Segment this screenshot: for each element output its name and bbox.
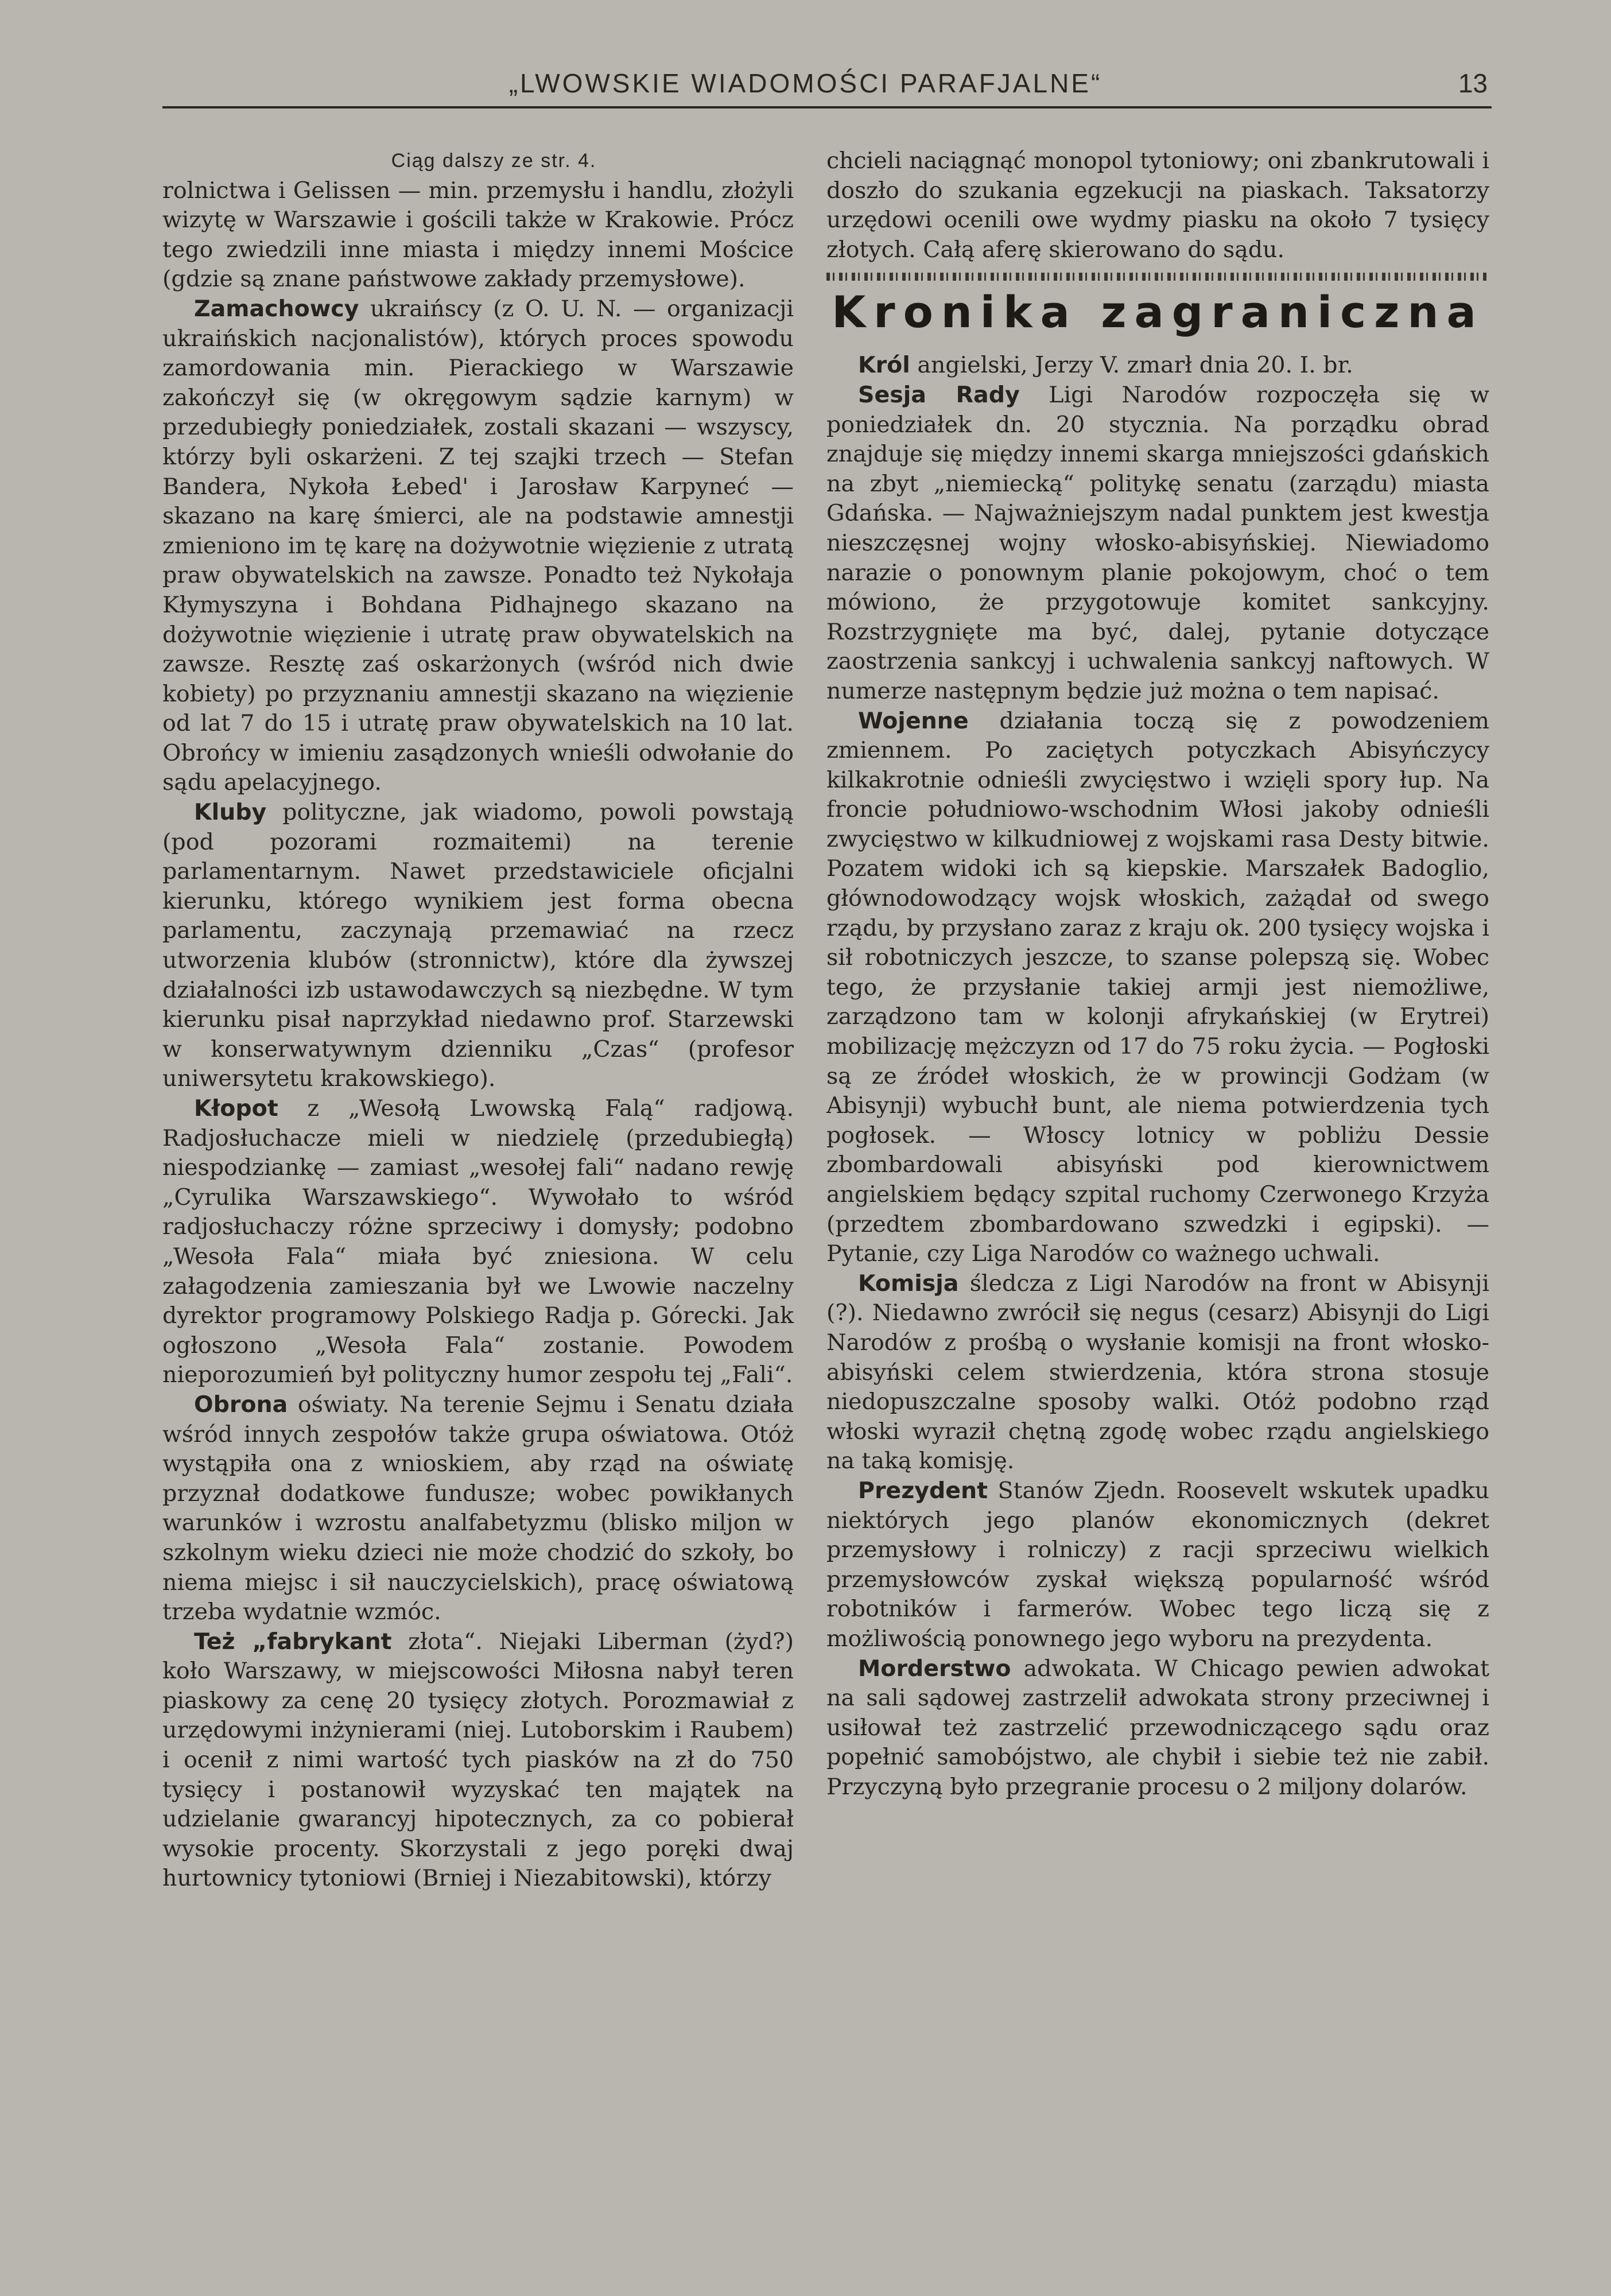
lead-word: Sesja Rady [858, 381, 1020, 408]
lead-word: Obrona [194, 1391, 288, 1418]
lead-word: Wojenne [858, 707, 969, 734]
header-rule [162, 106, 1492, 108]
lead-word: Kluby [194, 799, 267, 826]
paragraph-continued [162, 176, 794, 294]
article-fabrykant [162, 1627, 794, 1894]
paragraph-continued [826, 146, 1489, 265]
paragraph-text: chcieli naciągnąć monopol tytoniowy; oni zbankrutowali i doszło do szukania egzekucji na piaskach. Taksatorzy urzędowi ocenili owe wydmy piasku na około 7 tysięcy złotych. Całą aferę skierowano do sądu. [826, 148, 1489, 263]
article-kluby [162, 798, 794, 1094]
paragraph-text: angielski, Jerzy V. zmarł dnia 20. I. br. [910, 352, 1353, 379]
article-obrona [162, 1390, 794, 1627]
article-komisja [826, 1269, 1489, 1476]
paragraph-text: rolnictwa i Gelissen — min. przemysłu i handlu, złożyli wizytę w Warszawie i gościli także w Krakowie. Prócz tego zwiedzili inne miasta i między innemi Mościce (gdzie są znane państwowe zakłady przemysłowe). [162, 177, 794, 293]
lead-word: Komisja [858, 1270, 959, 1297]
paragraph-text: działania toczą się z powodzeniem zmiennem. Po zaciętych potyczkach Abisyńczycy kilkakrotnie odnieśli zwycięstwo i wzięli spory łup. Na froncie południowo-wschodnim Włosi jakoby odnieśli zwycięstwo w kilkudniowej z wojskami rasa Desty bitwie. Pozatem widoki ich są kiepskie. Marszałek Badoglio, głównodowodzący wojsk włoskich, zażądał od swego rządu, by przysłano zaraz z kraju ok. 200 tysięcy wojska i sił robotniczych jeszcze, to szanse polepszą się. Wobec tego, że przysłanie takiej armji jest niemożliwe, zarządzono tam w kolonji afrykańskiej (w Erytrei) mobilizację mężczyzn od 17 do 75 roku życia. — Pogłoski są ze źródeł włoskich, że w prowincji Godżam (w Abisynji) wybuchł bunt, ale niema potwierdzenia tych pogłosek. — Włoscy lotnicy w pobliżu Dessie zbombardowali abisyński pod kierownictwem angielskiem będący szpital ruchomy Czerwonego Krzyża (przedtem zbombardowano szwedzki i egipski). — Pytanie, czy Liga Narodów co ważnego uchwali. [826, 707, 1489, 1267]
article-klopot [162, 1094, 794, 1390]
article-sesja-rady [826, 381, 1489, 707]
paragraph-text: Stanów Zjedn. Roosevelt wskutek upadku niektórych jego planów ekonomicznych (dekret przemysłowy i rolniczy) z racji sprzeciwu wielkich przemysłowców zyskał większą popularność wśród robotników i farmerów. Wobec tego liczą się z możliwością ponownego jego wyboru na prezydenta. [826, 1477, 1489, 1652]
paragraph-text: z „Wesołą Lwowską Falą“ radjową. Radjosłuchacze mieli w niedzielę (przedubiegłą) niespodziankę — zamiast „wesołej fali“ nadano rewję „Cyrulika Warszawskiego“. Wywołało to wśród radjosłuchaczy różne sprzeciwy i domysły; podobno „Wesoła Fala“ miała być zniesiona. W celu załagodzenia zamieszania był we Lwowie naczelny dyrektor programowy Polskiego Radja p. Górecki. Jak ogłoszono „Wesoła Fala“ zostanie. Powodem nieporozumień był polityczny humor zespołu tej „Fali“. [162, 1095, 794, 1389]
paragraph-text: złota“. Niejaki Liberman (żyd?) koło Warszawy, w miejscowości Miłosna nabył teren piaskowy za cenę 20 tysięcy złotych. Porozmawiał z urzędowymi inżynierami (niej. Lutoborskim i Raubem) i ocenił z nimi wartość tych piasków na zł do 750 tysięcy i postanowił wyzyskać ten majątek na udzielanie gwarancyj hipotecznych, za co pobierał wysokie procenty. Skorzystali z jego poręki dwaj hurtownicy tytoniowi (Brniej i Niezabitowski), którzy [162, 1628, 794, 1892]
paragraph-text: ukraińscy (z O. U. N. — organizacji ukraińskich nacjonalistów), których proces spowodu zamordowania min. Pierackiego w Warszawie zakończył się (w okręgowym sądzie karnym) w przedubiegły poniedziałek, zostali skazani — wszyscy, którzy byli oskarżeni. Z tej szajki trzech — Stefan Bandera, Nykoła Łebed' i Jarosław Karpyneć — skazano na karę śmierci, ale na podstawie amnestji zmieniono im tę karę na dożywotnie więzienie z utratą praw obywatelskich na zawsze. Ponadto też Nykołaja Kłymyszyna i Bohdana Pidhajnego skazano na dożywotnie więzienie i utratę praw obywatelskich na zawsze. Resztę zaś oskarżonych (wśród nich dwie kobiety) po przyznaniu amnestji skazano na więzienie od lat 7 do 15 i utratę praw obywatelskich na 10 lat. Obrońcy w imieniu zasądzonych wnieśli odwołanie do sądu apelacyjnego. [162, 295, 794, 796]
lead-word: Morderstwo [858, 1655, 1011, 1682]
lead-word: Król [858, 352, 910, 379]
article-prezydent [826, 1476, 1489, 1654]
article-morderstwo [826, 1654, 1489, 1802]
article-zamachowcy [162, 294, 794, 798]
paragraph-text: oświaty. Na terenie Sejmu i Senatu działa wśród innych zespołów także grupa oświatowa. Otóż wystąpiła ona z wnioskiem, aby rząd na oświatę przyznał dodatkowe fundusze; wobec powikłanych warunków i wzrostu analfabetyzmu (blisko miljon w szkolnym wieku dzieci nie może chodzić do szkoły, bo niema miejsc i sił nauczycielskich), pracę oświatową trzeba wydatnie wzmóc. [162, 1391, 794, 1626]
paragraph-text: polityczne, jak wiadomo, powoli powstają (pod pozorami rozmaitemi) na terenie parlamentarnym. Nawet przedstawiciele oficjalni kierunku, którego wynikiem jest forma obecna parlamentu, zaczynają przemawiać na rzecz utworzenia klubów (stronnictw), które dla żywszej działalności izb ustawodawczych są niezbędne. W tym kierunku pisał naprzykład niedawno prof. Starzewski w konserwatywnym dzienniku „Czas“ (profesor uniwersytetu krakowskiego). [162, 799, 794, 1092]
ornamental-divider [826, 273, 1489, 281]
lead-word: Kłopot [194, 1095, 278, 1122]
lead-word: Zamachowcy [194, 295, 359, 322]
section-title: Kronika zagraniczna [832, 286, 1484, 338]
article-krol [826, 351, 1489, 381]
right-column [826, 146, 1489, 1802]
article-wojenne [826, 707, 1489, 1269]
page-number: 13 [1458, 68, 1488, 98]
paragraph-text: śledcza z Ligi Narodów na front w Abisynji (?). Niedawno zwrócił się negus (cesarz) Abisynji do Ligi Narodów z prośbą o wysłanie komisji na front włosko-abisyński celem stwierdzenia, która strona stosuje niedopuszczalne sposoby walki. Otóż podobno rząd włoski wyraził chętną zgodę wobec rządu angielskiego na taką komisję. [826, 1270, 1489, 1475]
lead-word: Też „fabrykant [194, 1628, 392, 1655]
left-column [162, 146, 794, 1894]
running-header-title: „LWOWSKIE WIADOMOŚCI PARAFJALNE“ [508, 68, 1103, 98]
paragraph-text: adwokata. W Chicago pewien adwokat na sali sądowej zastrzelił adwokata strony przeciwnej i usiłował też zastrzelić przewodniczącego sądu oraz popełnić samobójstwo, ale chybił i siebie też nie zabił. Przyczyną było przegranie procesu o 2 miljony dolarów. [826, 1655, 1489, 1800]
continued-note: Ciąg dalszy ze str. 4. [391, 150, 597, 172]
paragraph-text: Ligi Narodów rozpoczęła się w poniedziałek dn. 20 stycznia. Na porządku obrad znajduje się między innemi skarga mniejszości gdańskich na zbyt „niemiecką“ politykę senatu (zarządu) miasta Gdańska. — Najważniejszym nadal punktem jest kwestja nieszczęsnej wojny włosko-abisyńskiej. Niewiadomo narazie o ponownym planie pokojowym, choć o tem mówiono, że przygotowuje komitet sankcyjny. Rozstrzygnięte ma być, dalej, pytanie dotyczące zaostrzenia sankcyj i uchwalenia sankcyj naftowych. W numerze następnym będzie już można o tem napisać. [826, 381, 1489, 704]
lead-word: Prezydent [858, 1477, 988, 1504]
